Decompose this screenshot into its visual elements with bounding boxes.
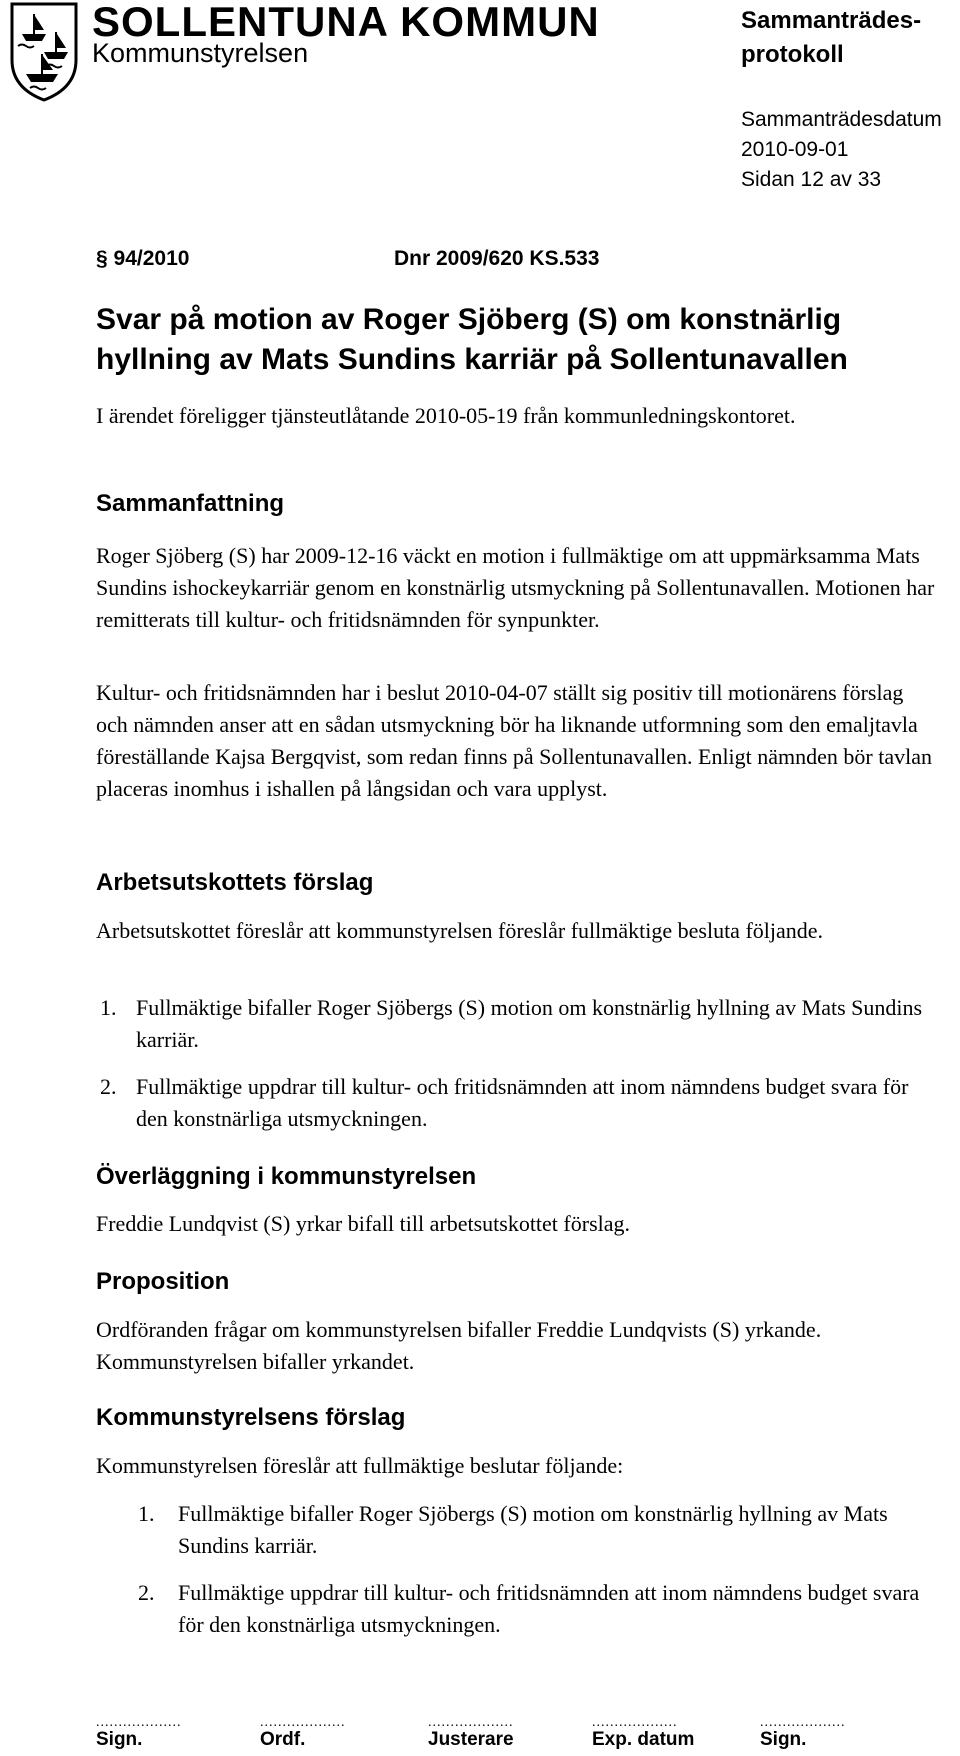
meeting-meta — [741, 105, 942, 195]
meeting-date: 2010-09-01 — [741, 138, 849, 161]
section-title-proposition: Proposition — [96, 1268, 230, 1295]
signature-line: ................... — [760, 1715, 846, 1730]
list-item-number: 1. — [100, 995, 117, 1020]
signature-label-exp-date: Exp. datum — [592, 1729, 695, 1750]
document-type-title — [741, 4, 921, 72]
intro-paragraph: I ärendet föreligger tjänsteutlåtande 2010-05-19 från kommunledningskontoret. — [96, 403, 796, 428]
signature-line: ................... — [428, 1715, 514, 1730]
debate-paragraph: Freddie Lundqvist (S) yrkar bifall till arbetsutskottet förslag. — [96, 1211, 631, 1236]
signature-label-chair: Ordf. — [260, 1729, 306, 1750]
summary-paragraph-2: Kultur- och fritidsnämnden har i beslut 2010-04-07 ställt sig positiv till motionärens förslag och nämnden anser att en sådan utsmyckning bör ha liknande utformning som den emaljtavla föreställande Kajsa Bergqvist, som redan finns på Sollentunavallen. Enligt nämnden bör tavlan placeras inomhus i ishallen på långsidan och vara upplyst. — [96, 680, 932, 801]
signature-label-adjuster: Justerare — [428, 1729, 514, 1750]
section-title-committee-proposal: Arbetsutskottets förslag — [96, 869, 374, 896]
signature-line: ................... — [96, 1715, 182, 1730]
case-heading: Svar på motion av Roger Sjöberg (S) om konstnärlig hyllning av Mats Sundins karriär på Sollentunavallen — [96, 303, 848, 376]
section-title-summary: Sammanfattning — [96, 490, 285, 517]
list-item — [100, 992, 940, 1056]
section-title-board-proposal: Kommunstyrelsens förslag — [96, 1404, 406, 1431]
list-item-number: 2. — [138, 1580, 155, 1605]
summary-paragraph-1: Roger Sjöberg (S) har 2009-12-16 väckt en motion i fullmäktige om att uppmärksamma Mats Sundins ishockeykarriär genom en konstnärlig utsmyckning på Sollentunavallen. Motionen har remitterats till kultur- och fritidsnämnden för synpunkter. — [96, 543, 935, 632]
list-item-text: Fullmäktige uppdrar till kultur- och fritidsnämnden att inom nämndens budget svara för den konstnärliga utsmyckningen. — [136, 1074, 909, 1131]
case-dnr: Dnr 2009/620 KS.533 — [394, 247, 600, 270]
signature-label-sign: Sign. — [96, 1729, 143, 1750]
organization-name: SOLLENTUNA KOMMUN — [92, 0, 600, 45]
list-item — [138, 1577, 938, 1641]
coat-of-arms-logo — [6, 0, 82, 104]
case-number: § 94/2010 — [96, 247, 190, 270]
list-item-number: 2. — [100, 1074, 117, 1099]
committee-proposal-intro: Arbetsutskottet föreslår att kommunstyrelsen föreslår fullmäktige besluta följande. — [96, 918, 824, 943]
signature-line: ................... — [260, 1715, 346, 1730]
section-title-debate: Överläggning i kommunstyrelsen — [96, 1163, 477, 1190]
board-proposal-intro: Kommunstyrelsen föreslår att fullmäktige beslutar följande: — [96, 1453, 624, 1478]
document-type-line-2: protokoll — [741, 41, 844, 68]
list-item — [100, 1071, 940, 1135]
signature-line: ................... — [592, 1715, 678, 1730]
list-item-number: 1. — [138, 1501, 155, 1526]
organization-department: Kommunstyrelsen — [92, 38, 309, 68]
page-number: Sidan 12 av 33 — [741, 168, 882, 191]
list-item-text: Fullmäktige uppdrar till kultur- och fritidsnämnden att inom nämndens budget svara för den konstnärliga utsmyckningen. — [178, 1580, 920, 1637]
signature-label-sign-2: Sign. — [760, 1729, 807, 1750]
document-type-line-1: Sammanträdes- — [741, 7, 922, 34]
list-item — [138, 1498, 938, 1562]
list-item-text: Fullmäktige bifaller Roger Sjöbergs (S) motion om konstnärlig hyllning av Mats Sundins karriär. — [136, 995, 923, 1052]
proposition-paragraph: Ordföranden frågar om kommunstyrelsen bifaller Freddie Lundqvists (S) yrkande. Kommunstyrelsen bifaller yrkandet. — [96, 1317, 822, 1374]
meeting-date-label: Sammanträdesdatum — [741, 108, 942, 131]
list-item-text: Fullmäktige bifaller Roger Sjöbergs (S) motion om konstnärlig hyllning av Mats Sundins karriär. — [178, 1501, 888, 1558]
